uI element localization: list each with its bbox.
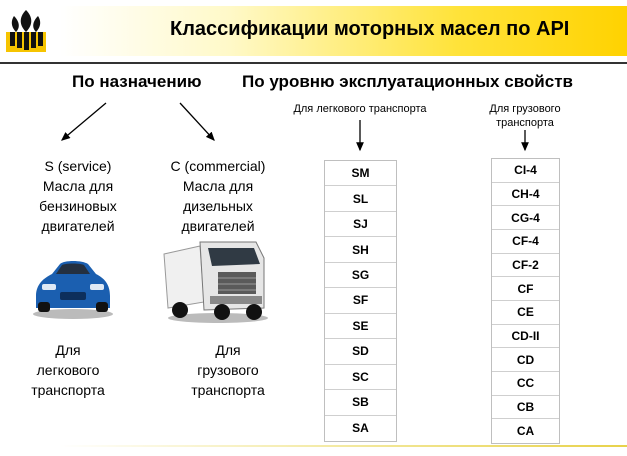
api-class-item: CB <box>492 396 559 420</box>
api-class-item: SG <box>325 263 396 288</box>
page-title: Классификации моторных масел по API <box>170 18 570 40</box>
category-c-code: C (commercial) <box>170 158 266 174</box>
c-class-list <box>491 158 560 444</box>
api-class-item: CD-II <box>492 325 559 349</box>
api-class-item: CF-4 <box>492 230 559 254</box>
arrow-right <box>180 103 214 140</box>
api-class-item: SE <box>325 314 396 339</box>
api-class-item: SH <box>325 237 396 262</box>
usage-truck <box>172 340 284 400</box>
api-class-item: SD <box>325 339 396 364</box>
header <box>0 0 627 62</box>
category-c <box>154 156 282 236</box>
heading-by-performance: По уровню эксплуатационных свойств <box>242 72 573 91</box>
usage-truck-line3: транспорта <box>191 382 265 398</box>
api-class-item: SJ <box>325 212 396 237</box>
api-class-item: SC <box>325 365 396 390</box>
heading-by-purpose: По назначению <box>72 72 202 91</box>
category-c-line2: дизельных <box>183 198 253 214</box>
api-class-item: SF <box>325 288 396 313</box>
category-s-code: S (service) <box>44 158 112 174</box>
header-divider <box>0 62 627 64</box>
api-class-item: CI-4 <box>492 159 559 183</box>
usage-passenger-line2: легкового <box>36 362 100 378</box>
passenger-caption: Для легкового транспорта <box>293 103 427 115</box>
arrow-left <box>62 103 106 140</box>
category-c-line1: Масла для <box>182 178 254 194</box>
api-class-item: CC <box>492 372 559 396</box>
category-s <box>14 156 142 236</box>
category-s-line3: двигателей <box>41 218 115 234</box>
api-class-item: CF-2 <box>492 254 559 278</box>
api-class-item: CA <box>516 424 535 439</box>
s-class-list <box>324 160 397 442</box>
car-image <box>30 254 116 320</box>
truck-caption: Для грузового транспорта <box>489 103 561 129</box>
category-s-line1: Масла для <box>42 178 114 194</box>
api-class-item: SB <box>325 390 396 415</box>
api-class-item: SL <box>325 186 396 211</box>
truck-image <box>160 238 270 324</box>
usage-truck-line2: грузового <box>197 362 259 378</box>
api-class-item: CF <box>492 277 559 301</box>
usage-passenger-line3: транспорта <box>31 382 105 398</box>
logo-icon <box>6 8 46 52</box>
api-class-item: CE <box>492 301 559 325</box>
api-class-item: CG-4 <box>492 206 559 230</box>
category-c-line3: двигателей <box>181 218 255 234</box>
bottom-divider <box>60 445 627 447</box>
api-class-item: SM <box>325 161 396 186</box>
api-class-item: CD <box>492 348 559 372</box>
api-class-item: CH-4 <box>492 183 559 207</box>
api-class-item: SA <box>352 421 369 436</box>
usage-passenger-line1: Для <box>55 342 81 358</box>
usage-passenger <box>18 340 118 400</box>
category-s-line2: бензиновых <box>39 198 117 214</box>
usage-truck-line1: Для <box>215 342 241 358</box>
